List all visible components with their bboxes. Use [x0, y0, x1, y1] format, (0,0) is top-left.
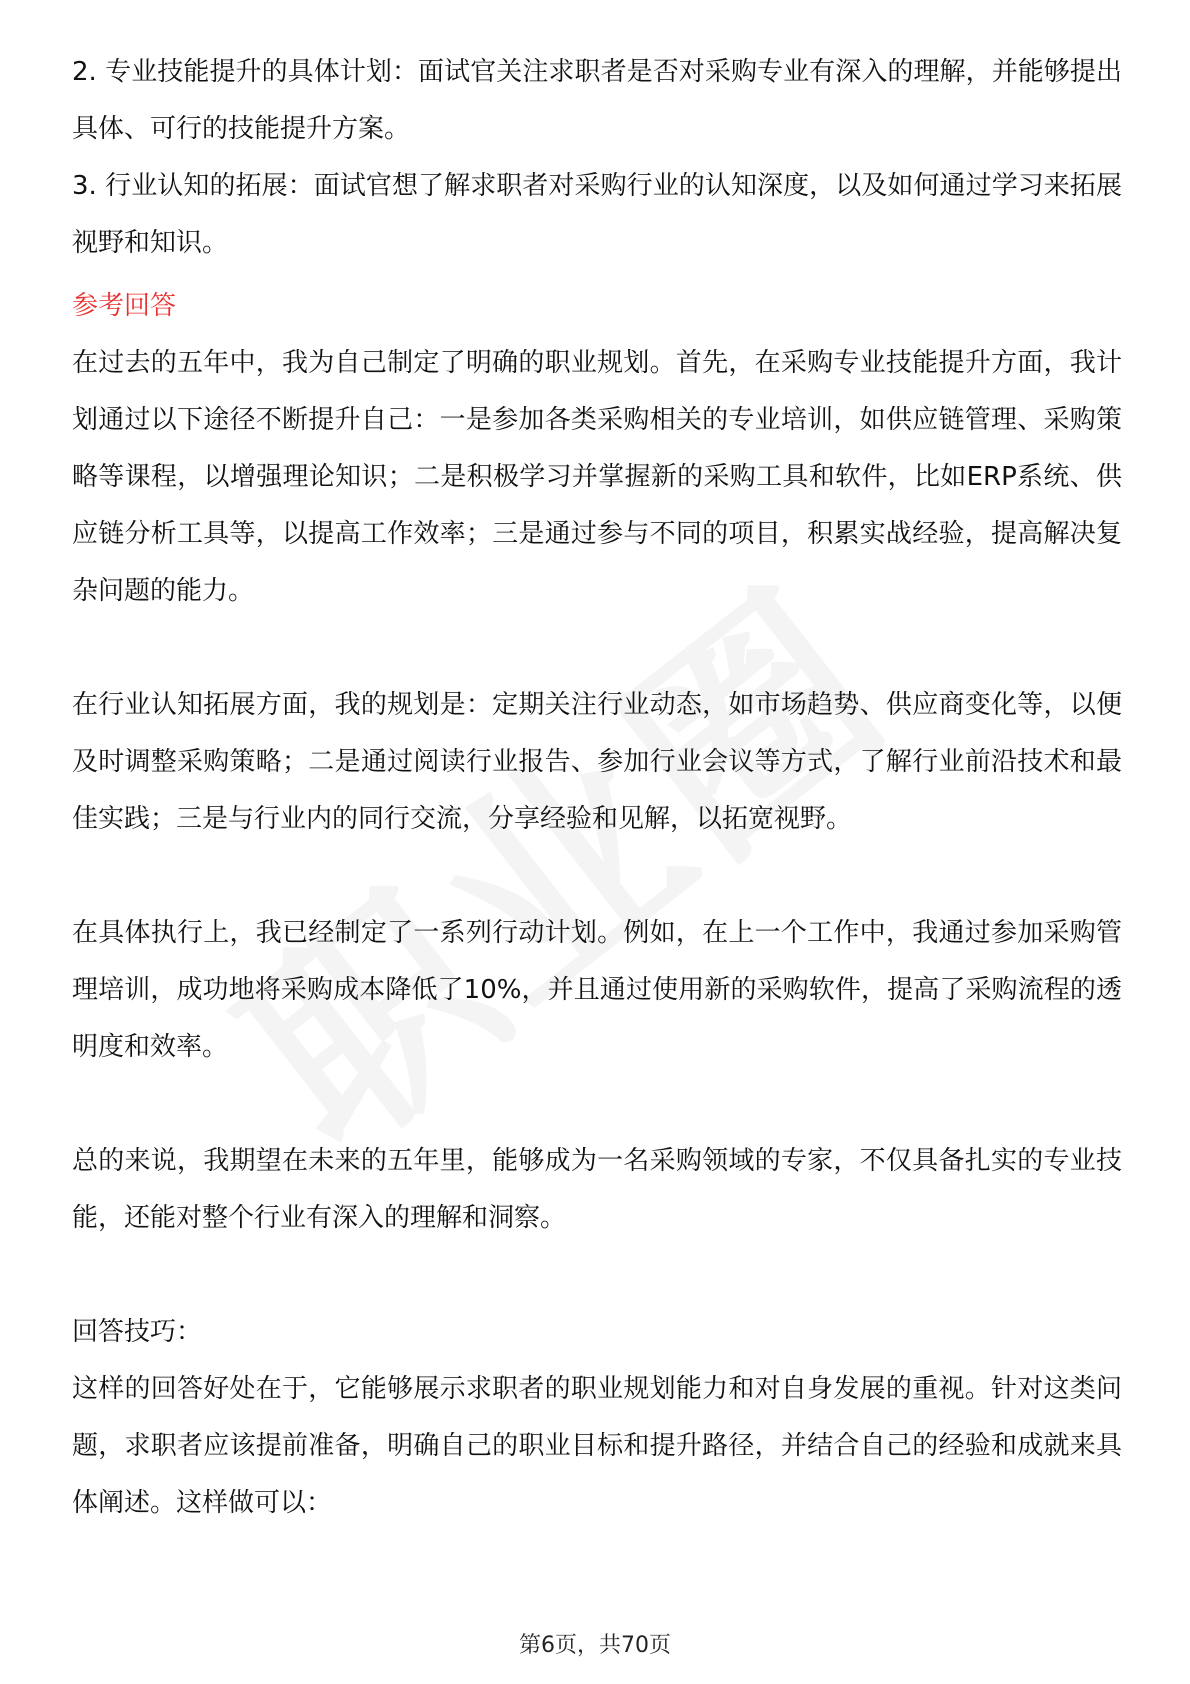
page-content [72, 44, 1122, 1532]
answer-paragraph-2: 在行业认知拓展方面，我的规划是：定期关注行业动态，如市场趋势、供应商变化等，以便及时调整采购策略；二是通过阅读行业报告、参加行业会议等方式，了解行业前沿技术和最佳实践；三是与行业内的同行交流，分享经验和见解，以拓宽视野。 [72, 690, 1122, 834]
paragraph-gap [72, 620, 1122, 677]
tips-paragraph: 这样的回答好处在于，它能够展示求职者的职业规划能力和对自身发展的重视。针对这类问题，求职者应该提前准备，明确自己的职业目标和提升路径，并结合自己的经验和成就来具体阐述。这样做可以： [72, 1374, 1122, 1518]
paragraph-gap [72, 848, 1122, 905]
answer-paragraph-4: 总的来说，我期望在未来的五年里，能够成为一名采购领域的专家，不仅具备扎实的专业技能，还能对整个行业有深入的理解和洞察。 [72, 1146, 1122, 1233]
paragraph-gap [72, 1076, 1122, 1133]
answer-paragraph-3: 在具体执行上，我已经制定了一系列行动计划。例如，在上一个工作中，我通过参加采购管理培训，成功地将采购成本降低了10%，并且通过使用新的采购软件，提高了采购流程的透明度和效率。 [72, 918, 1122, 1062]
answer-paragraph-1: 在过去的五年中，我为自己制定了明确的职业规划。首先，在采购专业技能提升方面，我计划通过以下途径不断提升自己：一是参加各类采购相关的专业培训，如供应链管理、采购策略等课程，以增强理论知识；二是积极学习并掌握新的采购工具和软件，比如ERP系统、供应链分析工具等，以提高工作效率；三是通过参与不同的项目，积累实战经验，提高解决复杂问题的能力。 [72, 348, 1122, 606]
page-footer: 第6页，共70页 [519, 1633, 671, 1658]
point-3: 3. 行业认知的拓展：面试官想了解求职者对采购行业的认知深度，以及如何通过学习来拓展视野和知识。 [72, 171, 1122, 258]
answer-heading: 参考回答 [72, 291, 177, 321]
tips-heading: 回答技巧： [72, 1317, 203, 1347]
point-2: 2. 专业技能提升的具体计划：面试官关注求职者是否对采购专业有深入的理解，并能够提出具体、可行的技能提升方案。 [72, 57, 1122, 144]
paragraph-gap [72, 1247, 1122, 1304]
